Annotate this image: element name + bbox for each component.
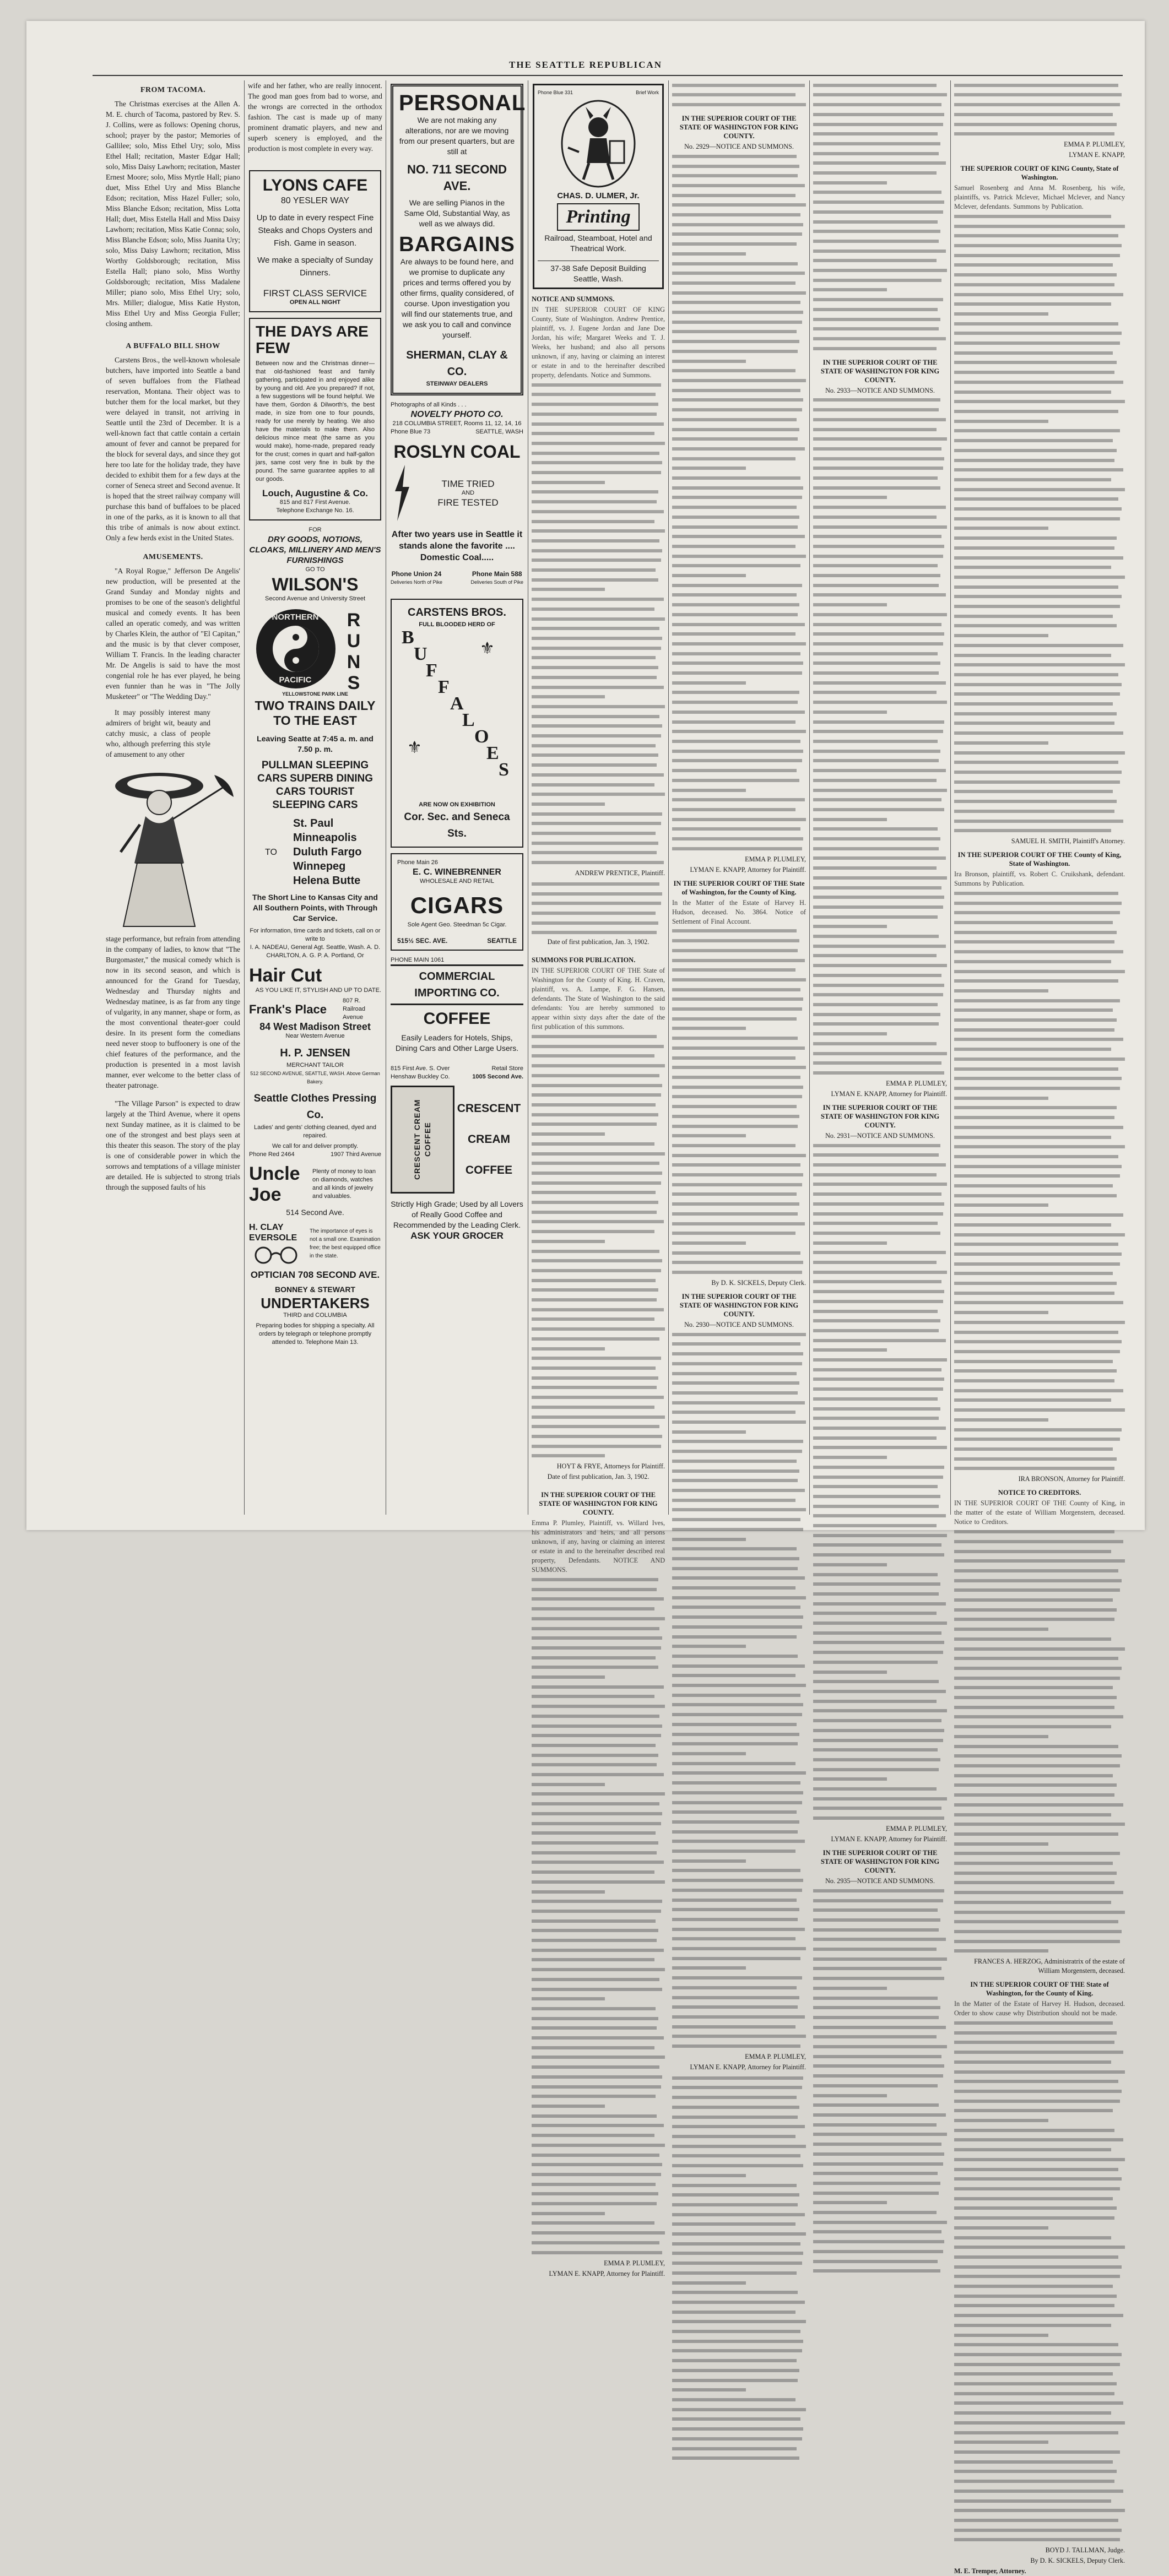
court-heading: IN THE SUPERIOR COURT OF THE State of Washington, for the County of King.	[673, 879, 805, 896]
uncle-name: Uncle Joe	[249, 1163, 300, 1205]
np-runs: RUNS	[347, 610, 361, 693]
legal-signature: FRANCES A. HERZOG, Administratrix of the estate of William Morgenstern, deceased.	[974, 1957, 1125, 1975]
carstens-herd: FULL BLOODED HERD OF	[419, 621, 495, 628]
cigar-city: SEATTLE	[487, 937, 517, 945]
tacoma-heading: FROM TACOMA.	[140, 86, 206, 94]
buffaloes-letter: A	[450, 693, 464, 714]
eversole-ad	[249, 1222, 381, 1265]
crescent-words	[454, 1093, 523, 1186]
legal-filler	[532, 1032, 665, 1461]
roslyn-title: ROSLYN COAL	[393, 442, 521, 462]
roslyn-phone2-sub: Deliveries South of Pike	[470, 579, 523, 585]
crescent-body: Strictly High Grade; Used by all Lovers of Really Good Coffee and Recommended by the Leading Clerk.	[391, 1200, 523, 1229]
carstens-exhibition: ARE NOW ON EXHIBITION	[419, 801, 495, 808]
notice-number: No. 2931—NOTICE AND SUMMONS.	[825, 1131, 935, 1140]
legal-date: Date of first publication, Jan. 3, 1902.	[547, 938, 650, 946]
commercial-retail: Retail Store	[491, 1065, 523, 1072]
np-trains: TWO TRAINS DAILY TO THE EAST	[255, 698, 376, 728]
hair-title: Hair Cut	[249, 965, 322, 986]
legal-filler	[672, 80, 806, 110]
bonney-address: THIRD and COLUMBIA	[283, 1312, 347, 1319]
legal-signature: ANDREW PRENTICE, Plaintiff.	[575, 869, 665, 877]
ulmer-kinds: Railroad, Steamboat, Hotel and Theatrical Work.	[544, 234, 652, 253]
legal-signature: EMMA P. PLUMLEY,	[886, 1079, 947, 1087]
notice-number: No. 2929—NOTICE AND SUMMONS.	[684, 143, 794, 151]
cigar-phone: Phone Main 26	[397, 859, 438, 866]
lyons-sunday: We make a specialty of Sunday Dinners.	[257, 256, 373, 278]
novelty-city: SEATTLE, WASH	[475, 429, 523, 435]
wilsons-ad	[249, 526, 381, 603]
novelty-address: 218 COLUMBIA STREET, Rooms 11, 12, 14, 16	[392, 420, 522, 427]
roslyn-phone2: Phone Main 588	[472, 570, 522, 578]
woman-illustration-icon	[107, 764, 239, 929]
court-heading: THE SUPERIOR COURT OF KING County, State of Washington.	[960, 165, 1119, 182]
crescent-word2: CREAM	[468, 1133, 510, 1146]
carstens-buffaloes	[397, 627, 517, 798]
sherman-sub: STEINWAY DEALERS	[426, 381, 488, 387]
legal-signature: By D. K. SICKELS, Deputy Clerk.	[1030, 2557, 1125, 2565]
roslyn-tested-text	[413, 479, 523, 508]
legal-filler	[672, 151, 806, 854]
lyons-title: LYONS CAFE	[262, 176, 368, 194]
court-heading: IN THE SUPERIOR COURT OF THE STATE OF WASHINGTON FOR KING COUNTY.	[539, 1491, 658, 1517]
eversole-name: H. CLAY EVERSOLE	[249, 1223, 297, 1243]
masthead-rule	[93, 75, 1123, 76]
legal-signature: By D. K. SICKELS, Deputy Clerk.	[711, 1279, 806, 1287]
novelty-photo-ad	[391, 401, 523, 436]
column-2	[248, 80, 382, 1534]
roslyn-tried: TIME TRIED	[441, 478, 495, 489]
column-6	[813, 80, 947, 1885]
legal-signature: LYMAN E. KNAPP, Attorney for Plaintiff.	[831, 1835, 947, 1843]
wilson-name: WILSON'S	[272, 574, 359, 594]
legal-signature: HOYT & FRYE, Attorneys for Plaintiff.	[556, 1462, 665, 1471]
np-emblem-row	[249, 608, 381, 693]
bonney-stewart-ad	[249, 1284, 381, 1347]
carstens-bros-ad	[391, 599, 523, 848]
wilson-goods: DRY GOODS, NOTIONS, CLOAKS, MILLINERY AND MEN'S FURNISHINGS	[249, 535, 381, 565]
days-title: THE DAYS ARE FEW	[256, 323, 369, 356]
wilson-go-to: GO TO	[305, 566, 325, 573]
legal-date: Date of first publication, Jan. 3, 1902.	[547, 1473, 650, 1481]
personal-body: We are not making any alterations, nor are we moving from our present quarters, but are still at	[399, 116, 515, 156]
column-4	[532, 80, 665, 2277]
legal-filler	[954, 211, 1125, 836]
novelty-contact	[391, 428, 523, 436]
lyons-open-all-night: OPEN ALL NIGHT	[289, 299, 341, 306]
louch-augustine-ad	[249, 318, 381, 520]
personal-title: PERSONAL	[399, 91, 526, 115]
legal-filler	[672, 1330, 806, 2051]
legal-signature: LYMAN E. KNAPP, Attorney for Plaintiff.	[690, 2063, 806, 2071]
buffalo-article: Carstens Bros., the well-known wholesale butchers, have imported into Seattle a band of seven buffaloes from the Flathead reservation, Montana. Their object was to butcher them for the local market, but they were delayed in transit, not arriving in Seattle until the 23rd of December. It is a well-known fact that cattle contain a certain amount of fever and cannot be prepared for the block for several days, and since they got here too late for the holiday trade, they have decided to exhibit them for a few days at the corner of Seneca street and Second avenue. It is hoped that the street railway company will purchase this band of buffaloes to be placed in one of the parks, as it is known to all that this tribe of animals is now about extinct. Only a few herds exist in the United States.	[106, 356, 240, 542]
legal-filler	[813, 1886, 947, 2276]
lyons-cafe-ad	[249, 170, 381, 312]
clothes-contact	[249, 1151, 381, 1159]
personal-address: NO. 711 SECOND AVE.	[407, 162, 507, 193]
court-heading: IN THE SUPERIOR COURT OF THE STATE OF WASHINGTON FOR KING COUNTY.	[679, 115, 799, 140]
crescent-can-label: CRESCENT CREAM COFFEE	[413, 1099, 432, 1180]
ulmer-phone: Phone Blue 331	[538, 90, 573, 95]
crescent-coffee-ad	[391, 1086, 523, 1241]
bonney-names: BONNEY & STEWART	[275, 1285, 355, 1294]
buffaloes-letter: F	[438, 677, 450, 697]
column-5	[672, 80, 806, 2071]
legal-notice-text: IN THE SUPERIOR COURT OF KING County, State of Washington. Andrew Prentice, plaintiff, vs. J. Eugene Jordan and Jane Doe Jordan, his wife; Margaret Weeks and T. J. Weeks, her husband; and also all persons unknown, if any, having or claiming an interest or estate in and to the hereinafter described property, defendants. Notice and Summons.	[532, 306, 665, 379]
roslyn-phone-north	[391, 570, 442, 587]
notice-number: No. 2930—NOTICE AND SUMMONS.	[684, 1321, 794, 1329]
novelty-top: Photographs of all Kinds . . .	[391, 402, 467, 408]
tacoma-article: The Christmas exercises at the Allen A. M. E. church of Tacoma, pastored by Rev. S. J. Collins, were as follows: Opening chorus, school; prayer by the pastor; Memories of Gallilee; solo, Miss Ethel Ury; solo, Miss Ethel Hall; recitation, Master Edgar Hall; solo, Miss Daisy Lawhorn; recitation, Master Ernest Moore; solo, Miss Myrtle Hall; piano duet, Miss Ethel Ury and Miss Blanche Edson; recitation, Miss Hazel Fuller; solo, Miss Blanche Edson; recitation, Miss Lotta Hall; duet, Miss Estella Hall and Miss Daisy Lawhorn; recitation, Miss Katie Conna; solo, Miss Blanche Edson; solo, Miss Juanita Ury; solo, Miss Daisy Lawhorn; recitation, Miss Worthy Goldsborough; recitation, Miss Estella Hall; piano solo, Miss Worthy Goldsborough; recitation, Miss Madalene Miller; piano solo, Miss Ethel Ury; solo, Mrs. Miller; dialogue, Miss Katie Hyston, Miss Ethel Ury and Miss Georgia Fuller; closing anthem.	[106, 100, 240, 328]
legal-notice-text: Samuel Rosenberg and Anna M. Rosenberg, his wife, plaintiffs, vs. Patrick Mclever, Michael Mclever, and Nancy Mclever, defendants. Summons by Publication.	[954, 184, 1125, 211]
legal-filler	[532, 1575, 665, 2257]
lyons-address: 80 YESLER WAY	[280, 196, 350, 205]
novelty-phone: Phone Blue 73	[391, 429, 431, 435]
legal-signature: EMMA P. PLUMLEY,	[1064, 140, 1125, 149]
bargains-body: Are always to be found here, and we promise to duplicate any prices and terms offered you by other firms, quality considered, of course. Upon investigation you will find our statements true, and we ask you to call and convince yourself.	[400, 257, 514, 339]
np-destinations	[249, 816, 381, 888]
amusements-paragraph: "A Royal Rogue," Jefferson De Angelis' new production, will be presented at the Grand Sunday and Monday nights and promises to be one of the season's delightful musical and comedy events. It has been called an operatic comedy, and was written by Charles Klein, the author of "El Capitan," and the music is by that clever composer, William T. Francis. In the leading character Mr. De Angelis is said to have the most congenial role he has ever played, he being even funnier than he was in "The Jolly Musketeer" or "The Wedding Day."	[106, 567, 240, 701]
louch-address: 815 and 817 First Avenue.	[279, 499, 351, 506]
roslyn-and: AND	[461, 489, 475, 496]
legal-filler	[954, 2018, 1125, 2545]
jensen-trade: MERCHANT TAILOR	[286, 1062, 344, 1069]
lightning-bolt-icon	[391, 463, 413, 523]
roslyn-phone1: Phone Union 24	[391, 570, 442, 578]
amusements-paragraph: It may possibly interest many admirers of bright wit, beauty and catchy music, a class of people who, although preferring this style of amusement to any other	[106, 708, 210, 758]
clothes-phone: Phone Red 2464	[249, 1151, 295, 1158]
franks-rail: 807 R. Railroad Avenue	[343, 997, 365, 1021]
legal-signature: EMMA P. PLUMLEY,	[604, 2259, 665, 2267]
legal-filler	[532, 879, 665, 937]
eversole-body: The importance of eyes is not a small one. Examination free; the best equipped office in the state.	[310, 1228, 381, 1259]
legal-notice-text: In the Matter of the Estate of Harvey H. Hudson, deceased. No. 3864. Notice of Settlement of Final Account.	[672, 898, 806, 925]
court-heading: NOTICE TO CREDITORS.	[998, 1489, 1081, 1497]
eversole-optician: OPTICIAN 708 SECOND AVE.	[250, 1270, 380, 1280]
lyons-body: Up to date in every respect Fine Steaks and Chops Oysters and Fish. Game in season.	[256, 213, 374, 248]
legal-signature: IRA BRONSON, Attorney for Plaintiff.	[1018, 1475, 1125, 1483]
sherman-clay-ad	[391, 84, 526, 395]
legal-filler	[672, 2073, 806, 2463]
legal-signature: EMMA P. PLUMLEY,	[886, 1825, 947, 1833]
legal-signature: LYMAN E. KNAPP, Attorney for Plaintiff.	[549, 2269, 665, 2277]
franks-address: 84 West Madison Street	[259, 1021, 371, 1032]
column-rule	[244, 80, 245, 1515]
np-line2: PACIFIC	[279, 675, 312, 685]
legal-notice-text: IN THE SUPERIOR COURT OF THE State of Washington for the County of King. H. Craven, plaintiff, vs. A. Lampe, F. G. Hansen, defendants. The State of Washington to the said defendants: You are hereby summoned to appear within sixty days after the date of the first publication of this summons.	[532, 967, 665, 1031]
louch-name: Louch, Augustine & Co.	[262, 488, 369, 498]
cigar-title: CIGARS	[410, 892, 504, 918]
clothes-name: Seattle Clothes Pressing Co.	[253, 1093, 377, 1121]
personal-body2: We are selling Pianos in the Same Old, Substantial Way, as well as we always did.	[404, 198, 510, 228]
legal-filler	[954, 1527, 1125, 1956]
np-info: For information, time cards and tickets, call on or write to	[250, 928, 381, 942]
bonney-trade: UNDERTAKERS	[261, 1295, 370, 1311]
amusements-heading: AMUSEMENTS.	[143, 553, 203, 561]
uncle-address-row	[249, 1207, 381, 1218]
legal-filler	[813, 395, 947, 1078]
clothes-pressing-ad	[249, 1091, 381, 1159]
legal-signature: EMMA P. PLUMLEY,	[745, 2053, 806, 2061]
column-7	[954, 80, 1125, 2575]
printer-devil-icon	[557, 97, 640, 191]
bargains-title: BARGAINS	[399, 233, 515, 256]
fleur-de-lis-icon: ⚜	[480, 639, 495, 658]
buffaloes-letter: S	[499, 760, 509, 780]
winebrenner-cigars-ad	[391, 853, 523, 951]
legal-filler	[954, 80, 1125, 139]
commercial-address1: 815 First Ave. S. Over Henshaw Buckley Co.	[391, 1065, 450, 1080]
buffaloes-letter: E	[486, 743, 499, 763]
notice-heading: NOTICE AND SUMMONS.	[532, 295, 615, 303]
eversole-optician-row	[249, 1270, 381, 1280]
commercial-name: COMMERCIAL IMPORTING CO.	[391, 964, 523, 1005]
franks-row	[249, 997, 381, 1022]
np-cars: PULLMAN SLEEPING CARS SUPERB DINING CARS TOURIST SLEEPING CARS	[257, 760, 374, 811]
masthead: THE SEATTLE REPUBLICAN	[509, 59, 662, 70]
commercial-phone: PHONE MAIN 1061	[391, 957, 445, 963]
legal-signature: LYMAN E. KNAPP, Attorney for Plaintiff.	[690, 865, 806, 874]
illustration-woman-with-parasol	[106, 764, 240, 929]
commercial-importing-ad	[391, 956, 523, 1081]
ulmer-name: CHAS. D. ULMER, Jr.	[557, 191, 640, 200]
np-line1: NORTHERN	[272, 612, 319, 622]
hair-cut-ad	[249, 964, 381, 1040]
roslyn-after: After two years use in Seattle it stands alone the favorite .... Domestic Coal.....	[391, 530, 523, 562]
louch-telephone: Telephone Exchange No. 16.	[276, 507, 354, 514]
jensen-address: 512 SECOND AVENUE, SEATTLE, WASH. Above German Bakery.	[250, 1071, 380, 1084]
legal-notice-text: IN THE SUPERIOR COURT OF THE County of King, in the matter of the estate of William Morgenstern, deceased. Notice to Creditors.	[954, 1499, 1125, 1526]
commercial-addresses	[391, 1065, 523, 1081]
legal-signature: LYMAN E. KNAPP, Attorney for Plaintiff.	[831, 1089, 947, 1098]
carstens-name: CARSTENS BROS.	[408, 606, 506, 619]
roslyn-fire: FIRE TESTED	[437, 497, 499, 508]
uncle-joe-ad	[249, 1163, 381, 1205]
crescent-word3: COFFEE	[465, 1164, 513, 1176]
legal-filler	[813, 1141, 947, 1823]
crescent-row	[391, 1086, 523, 1194]
legal-signature: M. E. Tremper, Attorney.	[954, 2567, 1026, 2575]
np-agents: I. A. NADEAU, General Agt. Seattle, Wash. A. D. CHARLTON, A. G. P. A. Portland, Or	[250, 944, 381, 959]
amusements-paragraph: stage performance, but refrain from attending in the company of ladies, to know that "The Burgomaster," the musical comedy which is now in its second season, and which is announced for the Grand for Tuesday, Wednesday and Thursday nights and Wednesday matinee, is as far from any tinge of vulgarity, in any manner, shape or form, as the most conventional theater-goer could desire. In its present form the comedians need never stoop to buffoonery is one of the chief features of the performance, and the production is presented in a most lavish manner, ever welcome to the better class of theater patronage.	[106, 935, 240, 1089]
column-3	[389, 80, 524, 1534]
court-heading: IN THE SUPERIOR COURT OF THE STATE OF WASHINGTON FOR KING COUNTY.	[820, 1103, 940, 1129]
northern-pacific-ad	[249, 608, 381, 960]
buffaloes-letter: U	[414, 644, 427, 664]
notice-number: No. 2935—NOTICE AND SUMMONS.	[825, 1877, 935, 1885]
novelty-name: NOVELTY PHOTO CO.	[410, 410, 504, 419]
roslyn-phones	[391, 570, 523, 587]
np-ring-text: YELLOWSTONE PARK LINE	[282, 691, 348, 697]
roslyn-phone1-sub: Deliveries North of Pike	[391, 579, 443, 585]
eyeglasses-icon	[251, 1245, 301, 1265]
lyons-service: FIRST CLASS SERVICE	[263, 288, 367, 299]
column-rule	[668, 80, 669, 1515]
wilson-for: FOR	[309, 527, 322, 533]
court-heading: IN THE SUPERIOR COURT OF THE STATE OF WASHINGTON FOR KING COUNTY.	[679, 1293, 799, 1319]
bonney-body: Preparing bodies for shipping a specialty. All orders by telegraph or telephone promptly attended to. Telephone Main 13.	[256, 1322, 375, 1346]
commercial-coffee: COFFEE	[423, 1010, 491, 1028]
legal-signature: EMMA P. PLUMLEY,	[745, 855, 806, 863]
story-continuation: wife and her father, who are really innocent. The good man goes from bad to worse, and the wrongs are corrected in the orthodox fashion. The cast is made up of many prominent dramatic players, and new and superb scenery is employed, and the production is most complete in every way.	[248, 82, 382, 153]
cigar-agent: Sole Agent Geo. Steedman 5c Cigar.	[407, 921, 507, 928]
column-1	[106, 80, 240, 1534]
ulmer-printing: Printing	[557, 203, 639, 231]
clothes-address: 1907 Third Avenue	[331, 1151, 381, 1158]
buffaloes-letter: F	[426, 660, 437, 681]
buffaloes-letter: B	[402, 627, 414, 648]
wilson-address: Second Avenue and University Street	[264, 595, 366, 602]
legal-filler	[532, 380, 665, 867]
ulmer-brief: Brief Work	[636, 90, 659, 95]
jensen-ad	[249, 1045, 381, 1086]
carstens-address: Cor. Sec. and Seneca Sts.	[404, 811, 510, 839]
legal-signature: BOYD J. TALLMAN, Judge.	[1045, 2546, 1125, 2555]
np-cities: St. Paul Minneapolis Duluth Fargo Winnepeg Helena Butte	[293, 817, 362, 887]
court-heading: IN THE SUPERIOR COURT OF THE STATE OF WASHINGTON FOR KING COUNTY.	[820, 1849, 940, 1875]
buffaloes-letter: L	[462, 710, 475, 730]
commercial-body: Easily Leaders for Hotels, Ships, Dining Cars and Other Large Users.	[395, 1033, 519, 1053]
coffee-can-icon	[391, 1086, 454, 1194]
uncle-address: 514 Second Ave.	[286, 1208, 344, 1217]
buffalo-heading: A BUFFALO BILL SHOW	[126, 342, 220, 350]
ulmer-address: 37-38 Safe Deposit Building Seattle, Wash.	[538, 261, 659, 284]
cigar-address: 515½ SEC. AVE.	[397, 937, 448, 945]
commercial-address2: 1005 Second Ave.	[472, 1073, 523, 1080]
newspaper-page	[26, 21, 1145, 2575]
days-body: Between now and the Christmas dinner—that old-fashioned feast and family gathering, participated in and enjoyed alike by young and old. Are you prepared? If not, a few suggestions will be found helpful. We have them, Gordon & Dilworth's, the best made, in size from one to four pounds, ready for use merely by heating. We also have the materials to make them. Also delicious mince meat (the same as you would make), home-made, prepared ready for the crust; comes in quart and half-gallon jars, same cost very fine in bulk by the pound. The same guarantee applies to all our goods.	[256, 360, 375, 482]
summons-heading: SUMMONS FOR PUBLICATION.	[532, 956, 636, 964]
court-heading: IN THE SUPERIOR COURT OF THE State of Washington, for the County of King.	[970, 1981, 1109, 1998]
roslyn-tested-row	[391, 463, 523, 523]
clothes-body: Ladies' and gents' clothing cleaned, dyed and repaired.	[254, 1124, 376, 1139]
franks-name: Frank's Place	[249, 1002, 327, 1016]
court-heading: IN THE SUPERIOR COURT OF THE STATE OF WASHINGTON FOR KING COUNTY.	[820, 358, 940, 384]
column-rule	[809, 80, 810, 1515]
court-heading: IN THE SUPERIOR COURT OF THE County of King, State of Washington.	[957, 851, 1122, 868]
legal-filler	[813, 80, 947, 354]
eversole-logo	[249, 1222, 310, 1265]
amusements-paragraph: "The Village Parson" is expected to draw largely at the Third Avenue, where it opens next Sunday matinee, as it is claimed to be one of the strongest and best plays seen at this theater this season. The story of the play is one of considerable power in which the sorrows and temptations of a village minister are detailed. He is subjected to strong trials through the supposed faults of his	[106, 1099, 240, 1191]
hair-sub: AS YOU LIKE IT, STYLISH AND UP TO DATE.	[255, 987, 381, 994]
np-to: TO	[265, 847, 277, 857]
roslyn-coal-ad	[391, 441, 523, 587]
legal-notice-text: Ira Bronson, plaintiff, vs. Robert C. Cruikshank, defendant. Summons by Publication.	[954, 870, 1125, 888]
cigar-contact	[397, 937, 517, 945]
legal-filler	[672, 926, 806, 1277]
legal-signature: SAMUEL H. SMITH, Plaintiff's Attorney.	[1011, 837, 1125, 845]
sherman-name: SHERMAN, CLAY & CO.	[406, 349, 508, 378]
cigar-trade: WHOLESALE AND RETAIL	[420, 878, 494, 885]
commercial-retail-block	[463, 1065, 523, 1081]
legal-notice-text: Emma P. Plumley, Plaintiff, vs. Willard Ives, his administrators and heirs, and all persons unknown, if any, having or claiming an interest or estate in and to the hereinafter described real property, Defendants. NOTICE AND SUMMONS.	[532, 1519, 665, 1574]
crescent-word1: CRESCENT	[457, 1102, 521, 1115]
notice-number: No. 2933—NOTICE AND SUMMONS.	[825, 386, 935, 394]
buffaloes-letter: O	[474, 726, 489, 747]
ulmer-top	[538, 89, 659, 97]
fleur-de-lis-icon: ⚜	[407, 739, 422, 757]
jensen-name: H. P. JENSEN	[280, 1047, 350, 1059]
legal-filler	[954, 888, 1125, 1473]
legal-notice-text: In the Matter of the Estate of Harvey H. Hudson, deceased. Order to show cause why Distribution should not be made.	[954, 2000, 1125, 2018]
franks-near: Near Western Avenue	[285, 1033, 345, 1039]
clothes-call: We call for and deliver promptly.	[272, 1143, 359, 1149]
np-short-line: The Short Line to Kansas City and All Southern Points, with Through Car Service.	[252, 893, 378, 923]
np-leave: Leaving Seatte at 7:45 a. m. and 7.50 p. m.	[257, 734, 374, 753]
column-rule	[950, 80, 951, 1515]
roslyn-phone-south	[470, 570, 523, 587]
cigar-name: E. C. WINEBRENNER	[413, 867, 501, 877]
uncle-body: Plenty of money to loan on diamonds, watches and all kinds of jewelry and valuables.	[312, 1168, 376, 1200]
legal-signature: LYMAN E. KNAPP,	[1069, 151, 1125, 159]
ulmer-printing-ad	[533, 84, 664, 289]
crescent-ask: ASK YOUR GROCER	[410, 1230, 504, 1241]
